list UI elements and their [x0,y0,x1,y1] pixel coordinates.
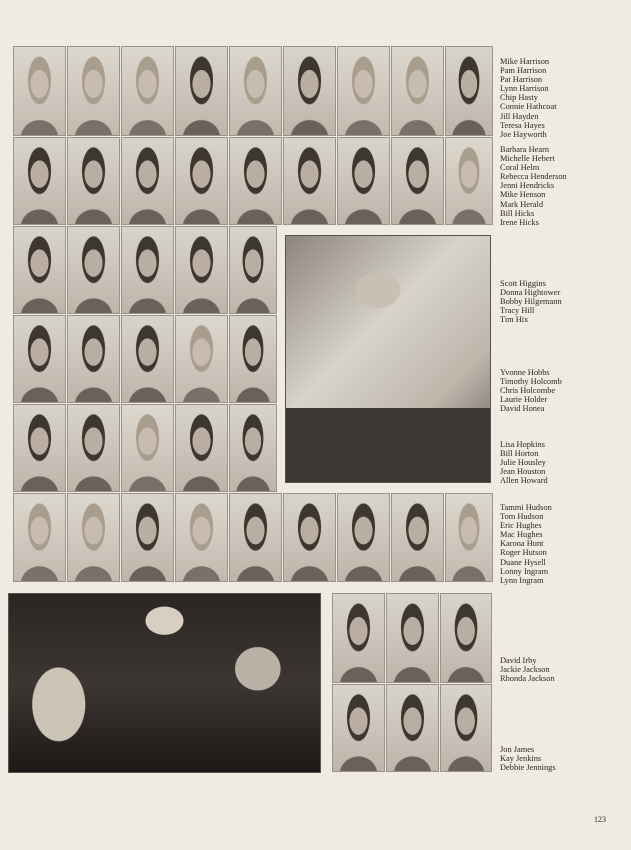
student-name: Rebecca Henderson [500,172,567,182]
portrait [229,404,277,492]
portrait [175,137,228,225]
student-name: Jon James [500,745,535,754]
student-name: Chip Hasty [500,93,538,103]
portrait [337,493,390,582]
portrait [391,137,444,225]
name-list-row-4 [500,368,562,413]
student-name: Lisa Hopkins [500,440,545,449]
portrait [13,404,66,492]
portrait [121,315,174,403]
student-name: Jill Hayden [500,111,539,121]
student-name: Duane Hysell [500,557,546,567]
student-name: Laurie Holder [500,395,548,405]
portrait [283,46,336,136]
portrait [283,137,336,225]
candid-photo-party-table [8,593,321,773]
portrait [67,46,120,136]
student-name: Connie Hathcoat [500,102,557,112]
student-name: Tom Hudson [500,512,544,522]
portrait [445,493,493,582]
portrait [445,137,493,225]
portrait [391,46,444,136]
portrait [67,404,120,492]
student-name: Mark Herald [500,199,544,209]
student-name: Michelle Hebert [500,154,555,164]
student-name: Julie Housley [500,458,546,468]
portrait [332,593,385,683]
student-name: Mac Hughes [500,530,543,540]
portrait [121,226,174,314]
portrait [337,46,390,136]
student-name: Rhonda Jackson [500,674,555,684]
student-name: Tammi Hudson [500,503,552,512]
student-name: Kay Jenkins [500,754,542,764]
student-name: Lonny Ingram [500,566,549,576]
student-name: Debbie Jennings [500,763,556,773]
student-name: Karona Hunt [500,539,544,549]
student-name: Lynn Ingram [500,575,544,585]
portrait [332,684,385,772]
student-name: Pat Harrison [500,75,543,85]
student-name: Chris Holcombe [500,386,556,396]
student-name: Pam Harrison [500,66,547,76]
student-name: Joe Hayworth [500,129,547,139]
portrait [175,315,228,403]
portrait [67,315,120,403]
portrait [283,493,336,582]
student-name: Allen Howard [500,476,548,486]
page-number: 123 [594,815,606,824]
portrait [175,404,228,492]
portrait [440,593,492,683]
name-list-row-8 [500,745,556,772]
name-list-row-7 [500,656,555,683]
portrait [13,46,66,136]
portrait [121,46,174,136]
student-name: Eric Hughes [500,521,542,531]
student-name: Irene Hicks [500,217,539,227]
student-name: Timothy Holcomb [500,377,562,387]
student-name: Teresa Hayes [500,120,545,130]
portrait [13,493,66,582]
student-name: Bill Horton [500,449,539,459]
portrait [67,493,120,582]
portrait [445,46,493,136]
student-name: Lynn Harrison [500,84,549,94]
portrait [175,226,228,314]
student-name: Tim Hix [500,315,529,325]
portrait [121,137,174,225]
portrait [229,46,282,136]
student-name: Tracy Hill [500,306,535,316]
name-list-row-5 [500,440,548,485]
student-name: David Irby [500,656,537,665]
name-list-row-1 [500,57,557,139]
student-name: Bill Hicks [500,208,535,218]
candid-photo-student-leaning [285,235,491,483]
student-name: Bobby Hilgemann [500,297,562,307]
portrait [175,46,228,136]
student-name: Jean Houston [500,467,546,477]
portrait [229,315,277,403]
student-name: Scott Higgins [500,279,546,288]
student-name: Mike Harrison [500,57,550,66]
student-name: Mike Henson [500,190,546,200]
student-name: David Honea [500,404,545,414]
portrait [121,404,174,492]
name-list-row-6 [500,503,552,585]
portrait [67,226,120,314]
student-name: Coral Helm [500,163,540,173]
student-name: Jackie Jackson [500,665,550,675]
student-name: Donna Hightower [500,288,561,298]
portrait [121,493,174,582]
name-list-row-2 [500,145,567,227]
portrait [337,137,390,225]
portrait [229,137,282,225]
portrait [386,684,439,772]
portrait [13,315,66,403]
portrait [440,684,492,772]
portrait [229,226,277,314]
portrait [229,493,282,582]
portrait [67,137,120,225]
student-name: Yvonne Hobbs [500,368,550,377]
portrait [391,493,444,582]
student-name: Barbara Hearn [500,145,550,154]
student-name: Jenni Hendricks [500,181,555,191]
student-name: Roger Hutson [500,548,547,558]
portrait [13,226,66,314]
name-list-row-3 [500,279,562,324]
portrait [386,593,439,683]
portrait [175,493,228,582]
portrait [13,137,66,225]
